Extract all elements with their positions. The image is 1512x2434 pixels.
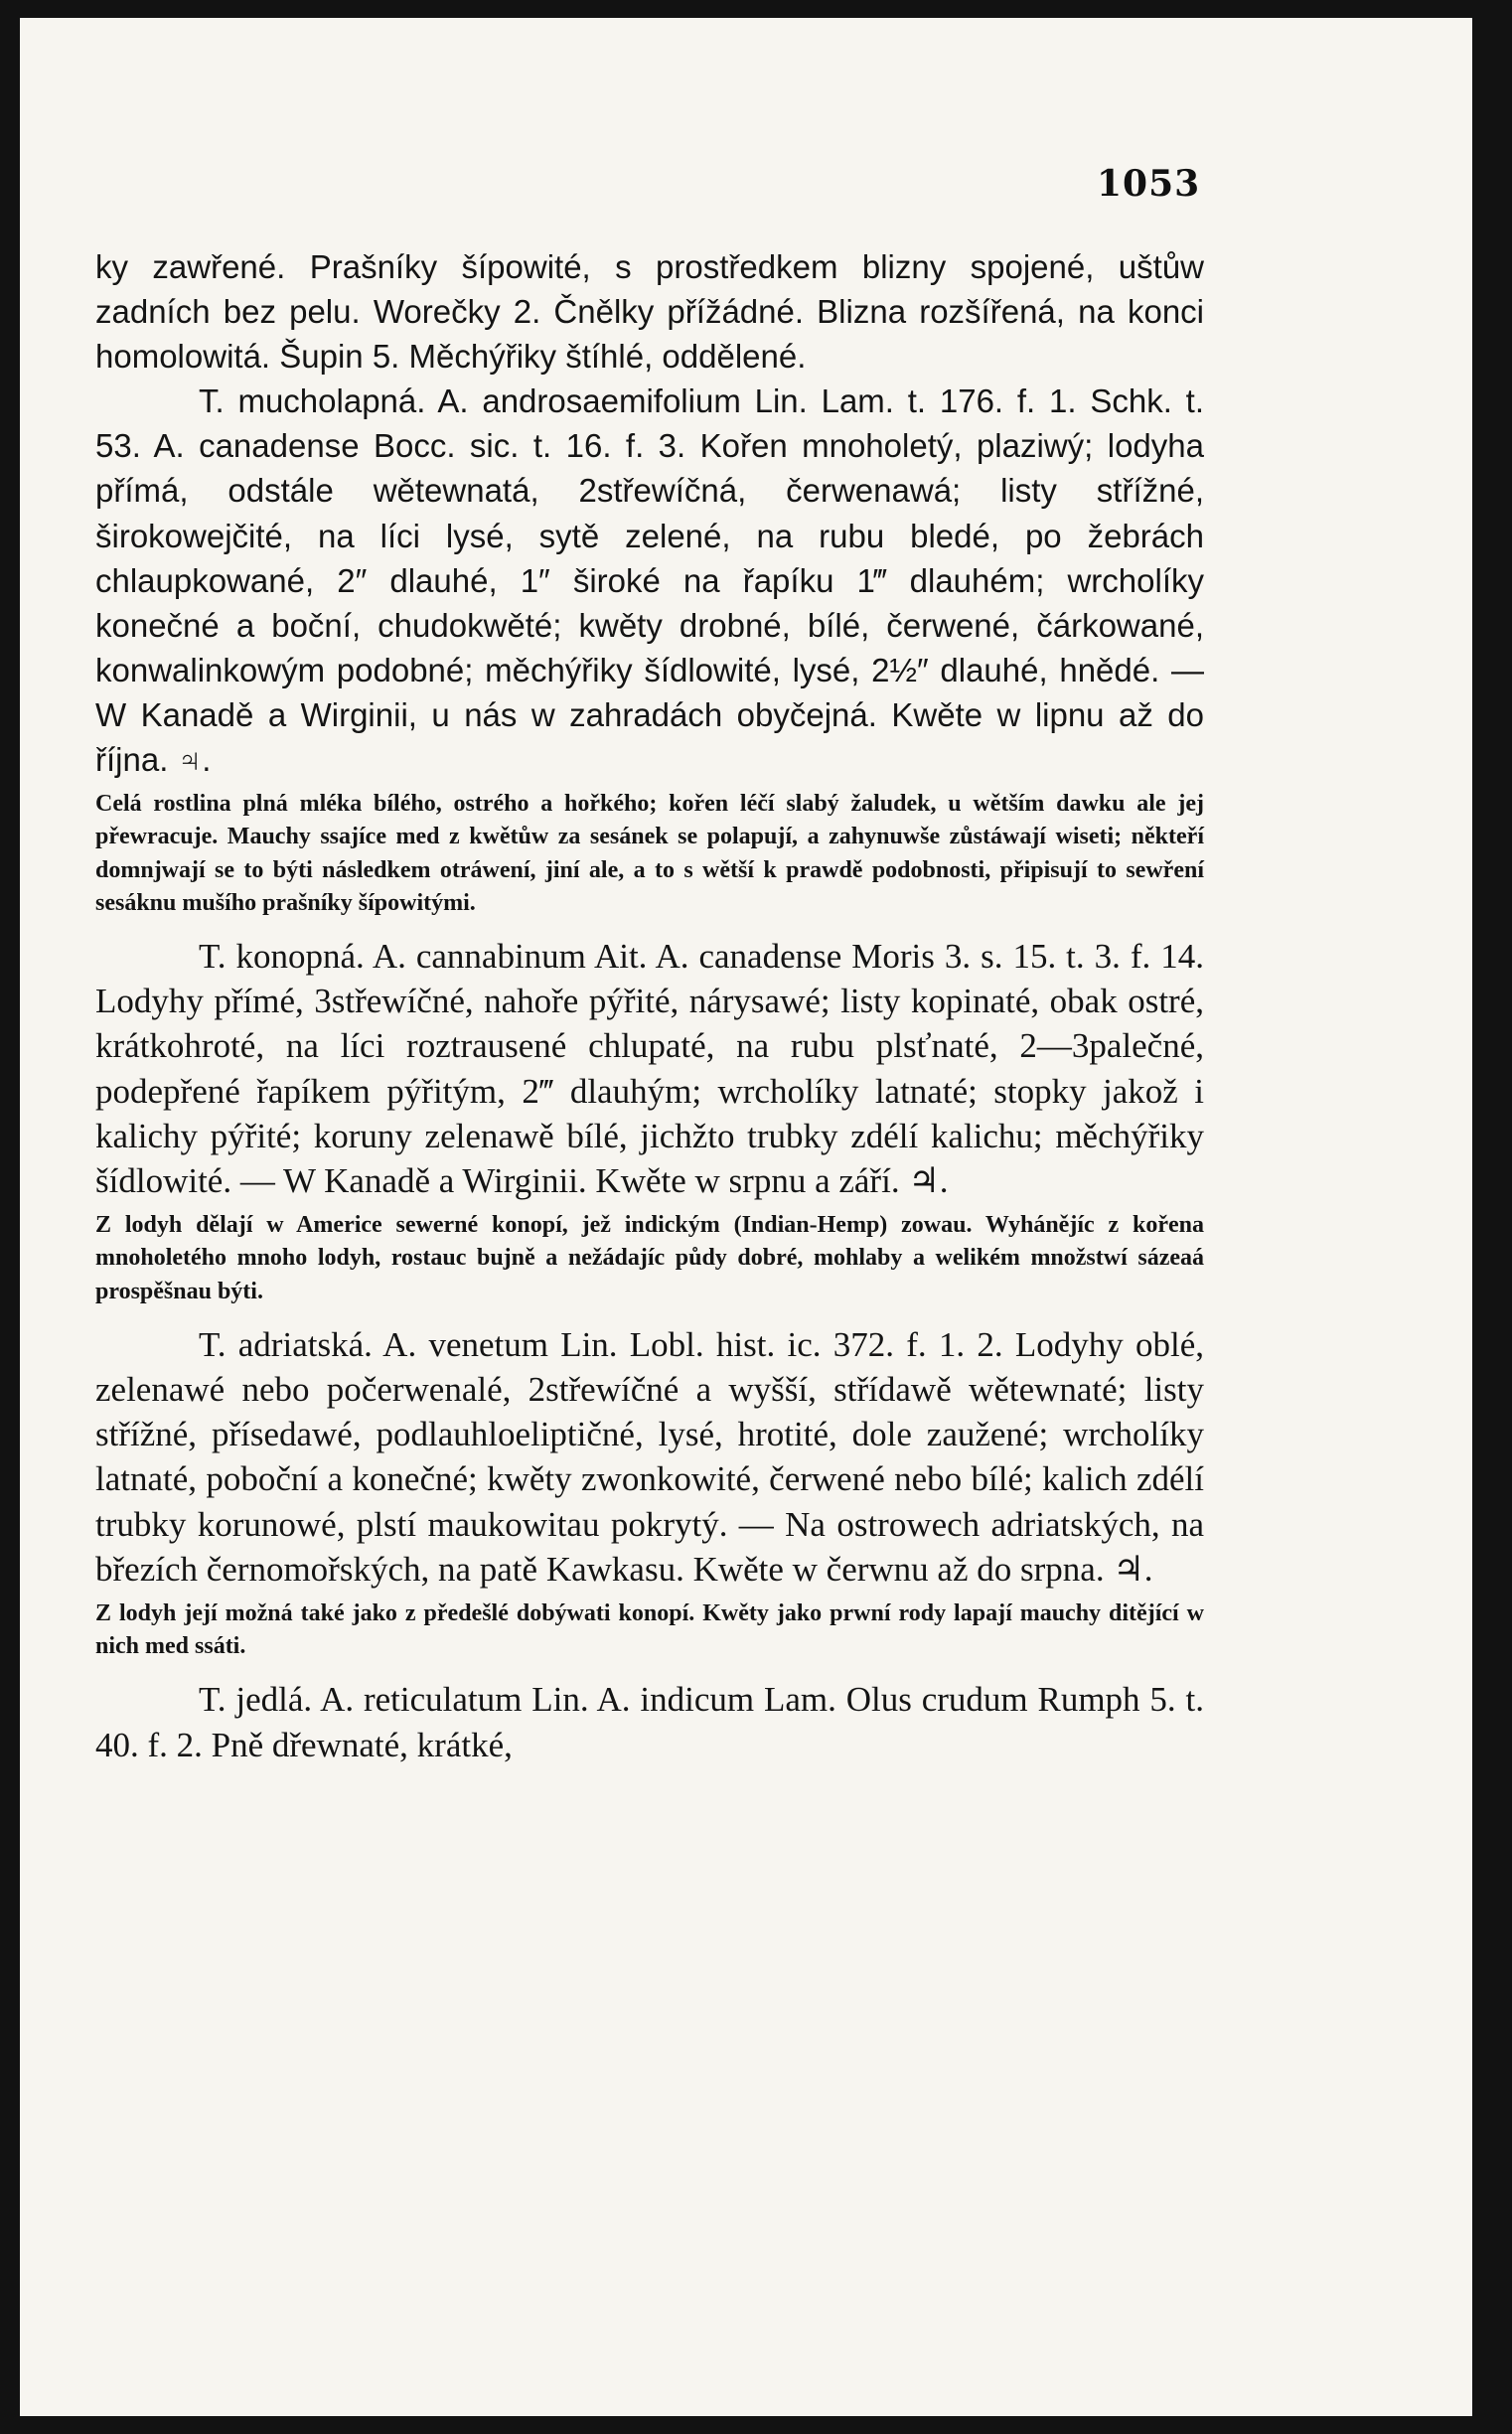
page-number: 1053 (1097, 163, 1201, 205)
paragraph-jedla: T. jedlá. A. reticulatum Lin. A. indicum Lam. Olus crudum Rumph 5. t. 40. f. 2. Pně dřewnaté, krátké, (95, 1680, 1204, 1764)
paragraph-konopna: T. konopná. A. cannabinum Ait. A. canadense Moris 3. s. 15. t. 3. f. 14. Lodyhy přímé, 3střewíčné, nahoře pýřité, nárysawé; listy kopinaté, obak ostré, krátkohroté, na líci roztrausené chlupaté, na rubu plsťnaté, 2—3palečné, podepřené řapíkem pýřitým, 2‴ dlauhým; wrcholíky latnaté; stopky jakož i kalichy pýřité; koruny zelenawě bílé, jichžto trubky zdélí kalichu; měchýřiky šídlowité. — W Kanadě a Wirginii. Kwěte w srpnu a září. ♃. (95, 936, 1204, 1200)
paragraph-adriatska: T. adriatská. A. venetum Lin. Lobl. hist. ic. 372. f. 1. 2. Lodyhy oblé, zelenawé nebo počerwenalé, 2střewíčné a wyšší, střídawě wětewnaté; listy střížné, přísedawé, podlauhloeliptičné, lysé, hrotité, dole zaužené; wrcholíky latnaté, poboční a konečné; kwěty zwonkowité, čerwené nebo bílé; kalich zdélí trubky korunowé, plstí maukowitau pokrytý. — Na ostrowech adriatských, na březích černomořských, na patě Kawkasu. Kwěte w čerwnu až do srpna. ♃. (95, 1324, 1204, 1589)
note-adriatska: Z lodyh její možná také jako z předešlé dobýwati konopí. Kwěty jako prwní rody lapají mauchy ditějící w nich med ssáti. (95, 1599, 1204, 1660)
note-konopna: Z lodyh dělají w Americe sewerné konopí, jež indickým (Indian-Hemp) zowau. Wyhánějíc z kořena mnoholetého mnoho lodyh, rostauc bujně a nežádajíc půdy dobré, mohlaby a welikém množstwí sázeaá prospěšnau býti. (95, 1212, 1204, 1304)
paragraph-1: ky zawřené. Prašníky šípowité, s prostředkem blizny spojené, uštůw zadních bez pelu. Worečky 2. Čnělky přížádné. Blizna rozšířená, na konci homolowitá. Šupin 5. Měchýřiky štíhlé, oddělené. (95, 248, 1204, 376)
book-page (20, 18, 1472, 2416)
paragraph-mucholapna: T. mucholapná. A. androsaemifolium Lin. Lam. t. 176. f. 1. Schk. t. 53. A. canadense Bocc. sic. t. 16. f. 3. Kořen mnoholetý, plaziwý; lodyha přímá, odstále wětewnatá, 2střewíčná, čerwenawá; listy střížné, širokowejčité, na líci lysé, sytě zelené, na rubu bledé, po žebrách chlaupkowané, 2″ dlauhé, 1″ široké na řapíku 1‴ dlauhém; wrcholíky konečné a boční, chudokwěté; kwěty drobné, bílé, čerwené, čárkowané, konwalinkowým podobné; měchýřiky šídlowité, lysé, 2½″ dlauhé, hnědé. — W Kanadě a Wirginii, u nás w zahradách obyčejná. Kwěte w lipnu až do října. ♃. (95, 382, 1204, 779)
note-mucholapna: Celá rostlina plná mléka bílého, ostrého a hořkého; kořen léčí slabý žaludek, u wětším dawku ale jej přewracuje. Mauchy ssajíce med z kwětůw za sesánek se polapují, a zahynuwše zůstáwají wiseti; někteří domnjwají se to býti následkem otráwení, jiní ale, a to s wětší k prawdě podobnosti, připisují to sewření sesáknu mušího prašníky šípowitými. (95, 791, 1204, 916)
text-block (95, 244, 1204, 1767)
